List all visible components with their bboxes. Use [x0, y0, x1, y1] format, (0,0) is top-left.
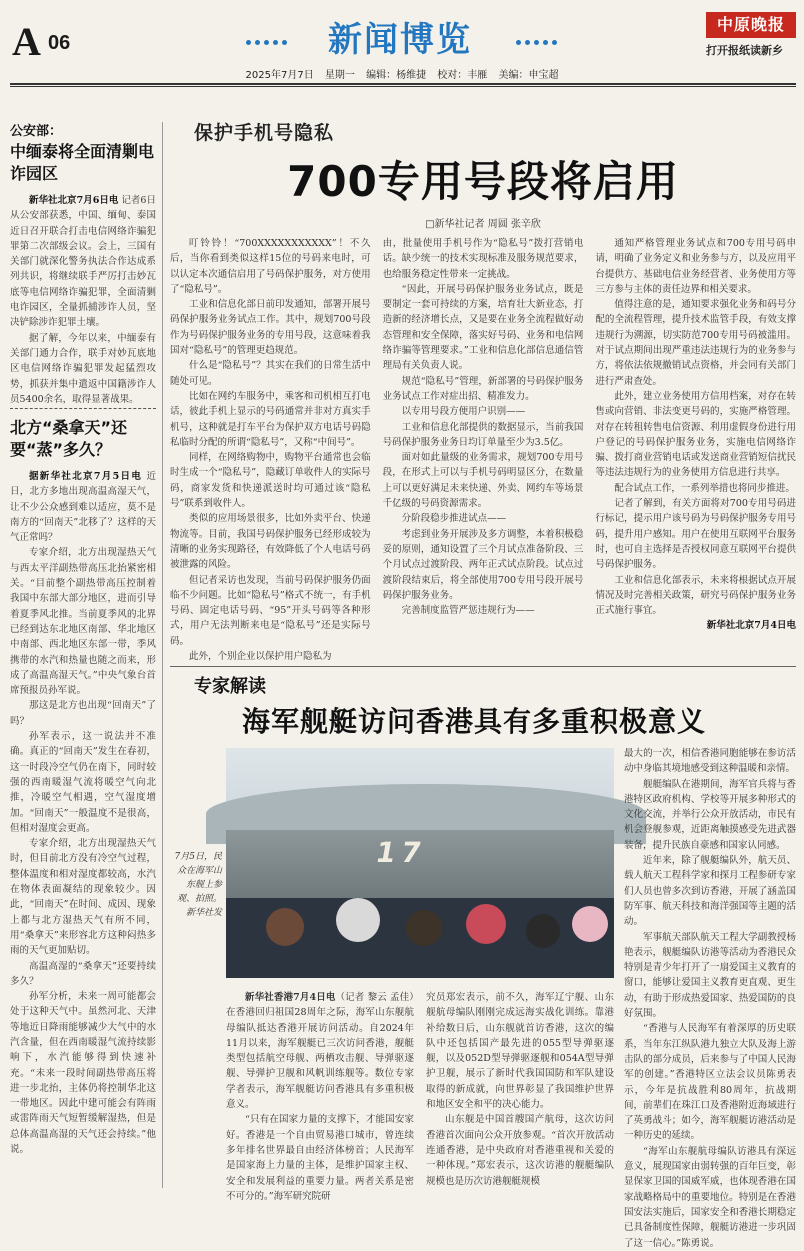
- article-end-source: 新华社北京7月4日电: [706, 620, 797, 632]
- article-paragraph: 但记者采访也发现，当前号码保护服务仍面临不少问题。比如“隐私号”格式不统一，有手机号码、固定电话号码、“95”开头号码等各种形式，用户无法判断来电是“隐私号”还是实际号码。: [170, 574, 371, 647]
- story-paragraph: 新华社北京7月6日电 记者6日从公安部获悉，中国、缅甸、泰国近日召开联合打击电信网络诈骗犯罪第二次部级会议。会上，三国有关部门就深化警务执法合作达成系列共识，将继续联手严厉打击妙瓦底等电信网络诈骗犯罪，全面清剿电诈园区，全量抓捕涉诈人员，坚决铲除涉诈犯罪土壤。: [10, 195, 156, 329]
- story-paragraph: 专家介绍，北方出现湿热天气与西太平洋副热带高压北抬紧密相关。“目前整个副热带高压控制着我国中东部大部分地区，进而引导着夏季风北推。当前夏季风的北界已经到达东北地区南部、华北地区中南部、西北地区东部一带，季风携带的水汽和热量也随之而来，形成了高温高湿天气。”中央气象台首席预报员孙军说。: [10, 547, 156, 697]
- page-letter: A: [12, 19, 40, 64]
- article-column-2: [426, 990, 614, 1200]
- article-paragraph: 值得注意的是，通知要求强化业务和码号分配的全流程管理，提升技术监管手段，有效支撑违规行为溯源，切实防范700专用号码被滥用。对于试点期间出现严重违法违规行为的业务参与方，将依法依规撤销试点资格，并会同有关部门进行严肃查处。: [595, 299, 797, 387]
- article-column-3: [624, 746, 796, 1249]
- article-body: [226, 990, 614, 1200]
- masthead: [0, 0, 804, 88]
- story-paragraph: 据了解，今年以来，中缅泰有关部门通力合作，联手对妙瓦底地区电信网络诈骗犯罪发起猛烈攻势，抓获并集中遣返中国籍涉诈人员5400余名，取得显著战果。: [10, 332, 156, 405]
- article-paragraph: 比如在网约车服务中，乘客和司机相互打电话，彼此手机上显示的号码通常并非对方真实手机号，这种就是打车平台为保护双方电话号码隐私临时分配的所谓“隐私号”，又称“中间号”。: [170, 390, 371, 448]
- article-paragraph: 工业和信息化部日前印发通知，部署开展号码保护服务业务试点工作。其中，规划700号段作为号码保护服务业务的专用号段，这意味着我国对“隐私号”的管理更趋规范。: [170, 299, 371, 357]
- story-headline: 北方“桑拿天”还要“蒸”多久？: [10, 418, 128, 459]
- article-paragraph: 此外，个别企业以保护用户隐私为: [189, 651, 332, 663]
- article-byline: □新华社记者 周圆 张辛欣: [425, 219, 541, 230]
- editor-credit: 编辑：杨维捷: [366, 70, 427, 81]
- story-paragraph: 那这是北方也出现“回南天”了吗？: [10, 700, 156, 727]
- story-divider: [10, 408, 156, 409]
- article-paragraph: 新华社香港7月4日电（记者 黎云 孟佳）在香港回归祖国28周年之际，海军山东舰航母编队抵达香港开展访问活动。自2024年11月以来，海军舰艇已三次访问香港，舰艇类型包括航空母舰、两栖攻击舰、导弹驱逐舰、导弹护卫舰和风帆训练舰等。数位专家学者表示，海军舰艇访问香港具有多重积极意义。: [226, 992, 414, 1111]
- story-paragraph: 孙军分析，未来一周可能都会处于这种天气中。虽然河北、天津等地近日降雨能够减少大气中的水汽含量，但在西南暖湿气流持续影响下，水汽能够得到快速补充。“未来一段时间副热带高压将进一步北抬，主体仍将控制华北这一带地区。因此中建可能会有阵雨或雷阵雨天气短暂缓解湿热，但是总体高温高湿的天气还会持续。”他说。: [10, 991, 156, 1156]
- bottom-article-navy-hk: [170, 672, 796, 1249]
- dateline: [0, 66, 804, 81]
- article-paragraph: 山东舰是中国首艘国产航母，这次访问香港首次面向公众开放参观。“首次开放活动连通香港，是中央政府对香港重视和关爱的一种体现。”郑宏表示，这次访港的舰艇编队规模也是历次访港舰艇规模: [426, 1114, 614, 1187]
- article-source: 新华社香港7月4日电: [245, 992, 336, 1003]
- article-paragraph: 面对如此量级的业务需求，规划700专用号段，在形式上可以与手机号码明显区分，在数量上可以更好满足未来快递、外卖、网约车等场景千亿级的号码资源需求。: [382, 452, 584, 510]
- article-paragraph: 同样，在网络购物中，购物平台通常也会临时生成一个“隐私号”，隐藏订单收件人的实际号码，商家发货和快递派送时均可通过该“隐私号”联系到收件人。: [170, 452, 371, 510]
- article-paragraph: 最大的一次，相信香港同胞能够在参访活动中身临其境地感受到这种温暖和亲情。: [624, 748, 796, 775]
- article-column-1: [226, 990, 414, 1200]
- story-paragraph: 据新华社北京7月5日电 近日，北方多地出现高温高湿天气，让不少公众感到难以适应，莫不是南方的“回南天”北移了？这样的天气正常吗？: [10, 471, 156, 544]
- left-story-scam-parks: [10, 120, 156, 405]
- photo-person: [572, 906, 608, 942]
- photo-person: [266, 908, 304, 946]
- article-paragraph: 记者了解到，有关方面将对700专用号码进行标记，提示用户该号码为号码保护服务专用号码，提升用户感知。用户在使用互联网平台服务时，也可自主选择是否授权同意互联网平台提供号码保护服务。: [595, 498, 797, 571]
- story-headline: 中缅泰将全面清剿电诈园区: [10, 142, 155, 183]
- news-photo-carrier-deck: [226, 748, 614, 976]
- story-paragraph: 专家介绍，北方出现湿热天气时，但目前北方没有冷空气过程，整体温度和相对湿度都较高，水汽在物体表面凝结的现象较少。因此，“回南天”在时间、成因、现象上都与北方湿热天气有所不同，用“桑拿天”来形容北方这种闷热多雨的天气更加贴切。: [10, 838, 156, 957]
- article-paragraph: 舰艇编队在港期间，海军官兵将与香港特区政府机构、学校等开展多种形式的文化交流，并举行公众开放活动，市民有机会登舰参观，近距离触摸感受先进武器装备，提升民族自豪感和国家认同感。: [624, 778, 796, 851]
- article-paragraph: 工业和信息化部表示，未来将根据试点开展情况及时完善相关政策，研究号码保护服务业务正式施行事宜。: [595, 574, 797, 617]
- article-subheading: 以专用号段方便用户识别——: [401, 406, 526, 418]
- article-paragraph: 规范“隐私号”管理，新部署的号码保护服务业务试点工作对症出招、精准发力。: [382, 375, 584, 402]
- article-subtitle: 保护手机号隐私: [194, 122, 335, 144]
- story-paragraph: 孙军表示，这一说法并不准确。真正的“回南天”发生在春初，这一时段冷空气仍在南下，同时较强的西南暖湿气流将暖空气向北推，冷暖空气相遇，空气湿度增加。“回南天”一般温度不是很高，但相对湿度会更高。: [10, 731, 156, 834]
- article-subheading: 分阶段稳步推进试点——: [401, 513, 507, 525]
- newspaper-slogan: 打开报纸读新乡: [706, 44, 783, 57]
- proofreader-credit: 校对：丰雁: [437, 70, 488, 81]
- section-title: 新闻博览: [328, 20, 472, 60]
- left-column: [10, 120, 156, 1157]
- article-paragraph: 什么是“隐私号”？其实在我们的日常生活中随处可见。: [170, 360, 371, 387]
- newspaper-logo: 中原晚报: [706, 12, 796, 38]
- article-paragraph: “因此，开展号码保护服务业务试点，既是要制定一套可持续的方案，培育壮大新业态，打造新的经济增长点，又是要在业务全流程做好动态管理和安全保障，落实好号码、业务和电信网络诈骗等管理要求。”工业和信息化部信息通信管理局有关负责人说。: [382, 283, 584, 372]
- page-number: 06: [48, 32, 71, 54]
- story-source: 新华社北京7月6日电: [29, 195, 119, 206]
- article-paragraph: 类似的应用场景很多，比如外卖平台、快递物流等。目前，我国号码保护服务已经形成较为清晰的业务实现路径，有效降低了个人电话号码被泄露的风险。: [170, 513, 371, 571]
- header-rule-thin: [10, 86, 796, 87]
- title-ornament-right: [514, 30, 559, 36]
- top-article-phone-privacy: [170, 118, 797, 663]
- issue-date: 2025年7月7日: [245, 70, 314, 81]
- story-kicker: 公安部：: [10, 124, 63, 139]
- photo-person: [406, 910, 442, 946]
- article-title: 700专用号段将启用: [287, 157, 679, 206]
- designer-credit: 美编：申宝超: [498, 70, 559, 81]
- photo-person: [336, 898, 380, 942]
- story-source: 据新华社北京7月5日电: [29, 471, 143, 482]
- photo-person: [526, 914, 560, 948]
- article-paragraph: 究员郑宏表示，前不久，海军辽宁舰、山东舰航母编队刚刚完成远海实战化训练。靠港补给数日后，山东舰就首访香港，这次的编队中还包括国产最先进的055型导弹驱逐舰，以及052D型导弹驱逐舰和054A型导弹护卫舰，展示了新时代我国国防和军队建设取得的新成就，向世界彰显了我国维护世界和地区安全和平的决心能力。: [426, 992, 614, 1111]
- issue-weekday: 星期一: [324, 70, 355, 81]
- column-rule: [162, 122, 163, 1188]
- deck-number-marking: 17: [373, 836, 430, 869]
- section-divider: [170, 666, 796, 667]
- photo-caption: 7月5日，民众在海军山东舰上参观、拍照。新华社发: [174, 852, 222, 918]
- article-paragraph: “只有在国家力量的支撑下，才能国安家好。香港是一个自由贸易港口城市，曾连续多年排名世界最自由经济体榜首；人民海军是国家海上力量的主体，是维护国家主权、安全和发展利益的重要力量。两者关系是密不可分的。”海军研究院研: [226, 1114, 414, 1202]
- article-paragraph: “香港与人民海军有着深厚的历史联系，当年东江纵队港九独立大队及海上游击队的部分成员，后来参与了中国人民海军的创建。”香港特区立法会议员陈勇表示，今年是抗战胜利80周年，抗战期间，前辈们在珠江口及香港附近海域进行了英勇战斗；如今，海军舰艇访港活动是一种历史的延续。: [624, 1023, 796, 1142]
- header-rule: [10, 83, 796, 85]
- article-paragraph: 配合试点工作，一系列举措也将同步推进。: [614, 482, 795, 494]
- article-paragraph: 此外，建立业务使用方信用档案，对存在转售或向营销、非法变更号码的，实施严格管理。对存在转租转售电信资源、利用虚假身份进行用户登记的号码保护服务业务，实施电信网络诈骗、拨打商业营销电话或发送商业营销短信扰民等违法违规行为的业务使用方信息进行共享。: [595, 390, 797, 479]
- article-title: 海军舰艇访问香港具有多重积极意义: [242, 705, 707, 738]
- title-ornament-left: [244, 30, 289, 36]
- article-paragraph: 叮铃铃！“700XXXXXXXXXXX”！不久后，当你看到类似这样15位的号码来电时，可以认定本次通信启用了号码保护服务，对方使用了“隐私号”。: [170, 238, 371, 295]
- photo-person: [466, 904, 506, 944]
- article-subheading: 完善制度监管严惩违规行为——: [401, 605, 535, 617]
- left-column-clip: [10, 1186, 156, 1200]
- story-paragraph: 高温高湿的“桑拿天”还要持续多久？: [10, 960, 156, 987]
- article-paragraph: 军事航天部队航天工程大学副教授杨艳表示，舰艇编队访港等活动为香港民众特别是青少年打开了一扇爱国主义教育的窗口，能够让爱国主义教育更直观、更生动，有助于形成热爱国家、热爱国防的良好氛围。: [624, 931, 796, 1020]
- article-paragraph: 由，批量使用手机号作为“隐私号”拨打营销电话。缺少统一的技术实现标准及服务规范要求，也给服务稳定性带来一定挑战。: [382, 238, 584, 280]
- article-kicker: 专家解读: [194, 676, 266, 697]
- article-paragraph: 近年来，除了舰艇编队外，航天员、载人航天工程科学家和探月工程参研专家们人员也曾多次到访香港，开展了涵盖国防军事、航天科技和海洋强国等主题的活动。: [624, 855, 796, 928]
- article-paragraph: “海军山东舰航母编队访港具有深远意义，展现国家由弱转强的百年巨变，彰显保家卫国的国威军威，也体现香港在国家战略格局中的重要地位。特别是在香港国安法实施后，国家安全和香港长期稳定已具备制度性保障，舰艇访港进一步巩固了这一信心。”陈勇说。: [624, 1145, 796, 1249]
- article-paragraph: 考虑到业务开展涉及多方调整，本着积极稳妥的原则，通知设置了三个月试点准备阶段、三个月试点过渡阶段、两年正式试点阶段。试点过渡阶段结束后，将全部使用700专用号段开展号码保护服务业务。: [382, 528, 584, 601]
- article-paragraph: 工业和信息化部提供的数据显示，当前我国号码保护服务业务日均订单量至少为3.5亿。: [382, 421, 584, 448]
- article-paragraph: 通知严格管理业务试点和700专用号码申请，明确了业务定义和业务参与方，以及应用平台提供方、基础电信业务经营者、业务使用方等三方参与主体的责任边界和相关要求。: [595, 238, 797, 295]
- left-story-sauna-weather: [10, 417, 156, 1157]
